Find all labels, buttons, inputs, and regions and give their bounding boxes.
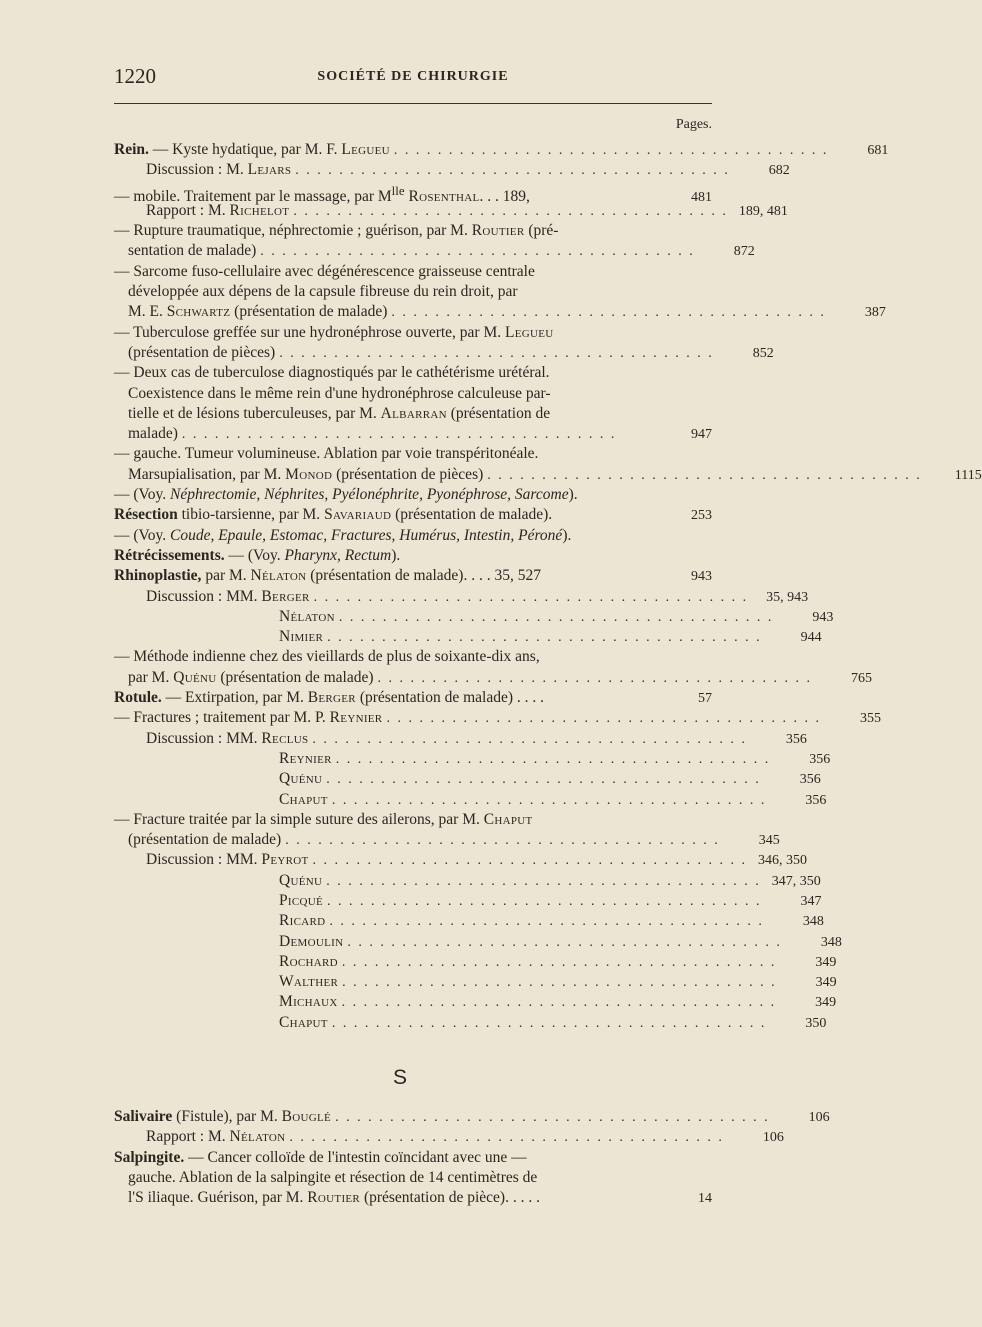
entry-text-part: — Fractures ; traitement par M. P. — [114, 709, 330, 727]
page-reference: 106 — [762, 1130, 784, 1146]
entry-text — [146, 729, 308, 749]
index-entries-s — [114, 1107, 830, 1208]
author-name: Savariaud — [324, 506, 392, 524]
header-rule — [114, 103, 712, 104]
entry-text — [128, 1168, 646, 1188]
index-entry — [114, 871, 821, 891]
entry-text-part: (présentation de malade). — [391, 506, 553, 524]
entry-text — [128, 302, 387, 322]
entry-text-part: Rein. — [114, 141, 149, 158]
dot-leader: . . . . . . . . . . . . . . . . . . . . . . . . . . . . . . . . . . . . . . . . — [313, 589, 749, 605]
entry-text-part: (présentation de malade) — [230, 303, 388, 321]
page-reference: 943 — [691, 569, 712, 585]
entry-text-part: Marsupialisation, par M. — [128, 465, 286, 483]
page-reference: 765 — [851, 670, 873, 686]
entry-text-part: M. E. — [128, 303, 167, 321]
dot-leader: . . . . . . . . . . . . . . . . . . . . . . . . . . . . . . . . . . . . . . . . — [386, 711, 821, 727]
entry-text — [279, 749, 332, 769]
index-entry — [114, 424, 712, 444]
author-name: Quénu — [279, 770, 323, 788]
entry-text-part: — Méthode indienne chez des vieillards de plus de soixante-dix ans, — [114, 648, 540, 666]
dot-leader: . . . . . . . . . . . . . . . . . . . . . . . . . . . . . . . . . . . . . . . . — [347, 934, 782, 950]
author-name: Lejars — [247, 161, 292, 179]
index-entry — [114, 1013, 827, 1033]
page-reference: 106 — [808, 1110, 830, 1125]
author-name: Chaput — [279, 790, 328, 808]
page-reference: 347 — [800, 893, 822, 909]
entry-text — [128, 282, 646, 302]
dot-leader: . . . . . . . . . . . . . . . . . . . . . . . . . . . . . . . . . . . . . . . . — [326, 873, 761, 889]
entry-text — [114, 444, 646, 464]
page-reference: 189, 481 — [738, 203, 788, 219]
index-entry — [114, 850, 807, 870]
entry-text — [146, 1127, 285, 1147]
index-entry — [114, 404, 712, 424]
entry-text — [128, 668, 374, 688]
entry-text — [114, 546, 646, 566]
author-name: Reclus — [261, 729, 309, 747]
author-name: Schwartz — [166, 303, 231, 321]
page-number: 1220 — [114, 64, 156, 88]
page-reference: 347, 350 — [771, 873, 821, 889]
entry-text — [114, 708, 382, 728]
author-name: Routier — [471, 222, 525, 240]
entry-text-part: développée aux dépens de la capsule fibreuse du rein droit, par — [128, 283, 518, 301]
entry-text — [279, 607, 335, 627]
index-entry — [114, 708, 881, 728]
entry-text-part: — Sarcome fuso-cellulaire avec dégénérescence graisseuse centrale — [114, 262, 535, 280]
dot-leader: . . . . . . . . . . . . . . . . . . . . . . . . . . . . . . . . . . . . . . . . — [289, 1130, 724, 1146]
author-name: Rosenthal — [408, 187, 480, 205]
page-reference: 872 — [733, 244, 755, 260]
entry-text — [146, 850, 309, 870]
author-name: Legueu — [505, 323, 554, 341]
entry-text-part: tielle et de lésions tuberculeuses, par M. — [128, 404, 381, 422]
author-name: Quénu — [173, 668, 217, 686]
page-reference: 356 — [785, 731, 807, 747]
index-entry — [114, 790, 827, 810]
index-entry — [114, 587, 809, 607]
entry-text — [114, 810, 646, 830]
author-name: Nimier — [279, 628, 324, 646]
entry-text-part: Salivaire — [114, 1108, 173, 1125]
dot-leader: . . . . . . . . . . . . . . . . . . . . . . . . . . . . . . . . . . . . . . . . — [285, 833, 720, 849]
page-reference: 355 — [859, 711, 881, 727]
entry-text — [279, 972, 338, 992]
entry-text-part: Salpingite. — [114, 1148, 185, 1166]
entry-text-part: — (Voy. — [114, 486, 170, 504]
index-entry — [114, 1148, 712, 1168]
dot-leader: . . . . . . . . . . . . . . . . . . . . . . . . . . . . . . . . . . . . . . . . — [293, 203, 728, 219]
index-entry — [114, 140, 889, 160]
dot-leader: . . . . . . . . . . . . . . . . . . . . . . . . . . . . . . . . . . . . . . . . — [279, 345, 714, 361]
entry-text-part: (présentation de pièces) — [128, 343, 276, 361]
dot-leader: . . . . . . . . . . . . . . . . . . . . . . . . . . . . . . . . . . . . . . . . — [487, 467, 922, 483]
page-reference: 57 — [698, 691, 712, 707]
entry-text-part: (présentation de — [446, 404, 551, 422]
dot-leader: . . . . . . . . . . . . . . . . . . . . . . . . . . . . . . . . . . . . . . . . — [329, 914, 764, 930]
dot-leader: . . . . . . . . . . . . . . . . . . . . . . . . . . . . . . . . . . . . . . . . — [260, 244, 695, 260]
entry-text-part: — Cancer colloïde de l'intestin coïncidant avec une — — [184, 1148, 527, 1166]
index-entry — [114, 444, 712, 464]
entry-text-part: (présentation de pièces) — [332, 465, 484, 483]
author-name: Reynier — [279, 749, 332, 767]
author-name: Nélaton — [279, 607, 335, 625]
author-name: Routier — [307, 1189, 361, 1207]
entry-text-part: (présentation de malade) — [128, 831, 282, 849]
dot-leader: . . . . . . . . . . . . . . . . . . . . . . . . . . . . . . . . . . . . . . . . — [393, 143, 829, 158]
index-entry — [114, 160, 790, 180]
index-entry — [114, 1107, 830, 1127]
entry-text-part: — gauche. Tumeur volumineuse. Ablation par voie transpéritonéale. — [114, 445, 539, 463]
entry-text — [279, 1013, 328, 1033]
entry-text-part: lle — [391, 182, 405, 198]
dot-leader: . . . . . . . . . . . . . . . . . . . . . . . . . . . . . . . . . . . . . . . . — [331, 792, 767, 808]
entry-text-part: gauche. Ablation de la salpingite et résection de 14 centimètres de — [128, 1168, 538, 1186]
dot-leader: . . . . . . . . . . . . . . . . . . . . . . . . . . . . . . . . . . . . . . . . — [342, 975, 777, 991]
page-reference: 356 — [805, 792, 827, 808]
section-letter: S — [392, 1066, 407, 1089]
entry-text-part: l'S iliaque. Guérison, par M. — [128, 1189, 308, 1207]
index-entry — [114, 262, 712, 282]
index-entry — [114, 992, 837, 1012]
entry-text-part: . . . 189, — [479, 187, 530, 205]
index-entry — [114, 181, 712, 205]
entry-text — [279, 790, 328, 810]
index-entry — [114, 302, 886, 322]
entry-text-part: — Kyste hydatique, par M. F. — [148, 141, 342, 158]
entry-text-part: Néphrectomie, Néphrites, Pyélonéphrite, Pyonéphrose, Sarcome — [169, 486, 569, 504]
entry-text-part: — mobile. Traitement par le massage, par M — [114, 187, 392, 205]
entry-text — [128, 241, 256, 261]
index-entry — [114, 323, 712, 343]
index-entry — [114, 465, 982, 485]
entry-text-part: sentation de malade) — [128, 242, 257, 260]
entry-text — [146, 160, 291, 180]
author-name: Monod — [285, 465, 333, 483]
entry-text-part: ). — [562, 526, 572, 544]
page-reference: 253 — [691, 508, 712, 524]
dot-leader: . . . . . . . . . . . . . . . . . . . . . . . . . . . . . . . . . . . . . . . . — [341, 954, 777, 970]
dot-leader: . . . . . . . . . . . . . . . . . . . . . . . . . . . . . . . . . . . . . . . . — [335, 751, 771, 767]
entry-text-part: Discussion : MM. — [146, 587, 262, 605]
entry-text-part: Discussion : MM. — [146, 851, 262, 869]
entry-text-part: Pharynx, Rectum — [284, 546, 392, 564]
index-entry — [114, 1188, 712, 1208]
index-entry — [114, 1127, 784, 1147]
entry-text-part: tibio-tarsienne, par M. — [177, 506, 325, 524]
dot-leader: . . . . . . . . . . . . . . . . . . . . . . . . . . . . . . . . . . . . . . . . — [327, 893, 762, 909]
page-reference: 681 — [867, 143, 889, 158]
entry-text-part: (présentation de pièce). . . . . — [360, 1189, 540, 1207]
entry-text-part: (présentation de malade). . . . 35, 527 — [306, 567, 541, 585]
author-name: Peyrot — [261, 851, 309, 869]
entry-text — [114, 1107, 331, 1127]
index-entry — [114, 343, 774, 363]
entry-text — [279, 769, 322, 789]
index-entries-r — [114, 140, 982, 1033]
dot-leader: . . . . . . . . . . . . . . . . . . . . . . . . . . . . . . . . . . . . . . . . — [181, 427, 617, 443]
page-reference: 349 — [815, 954, 837, 970]
entry-text-part: (pré- — [524, 222, 559, 240]
entry-text — [128, 424, 178, 444]
entry-text-part: malade) — [128, 425, 178, 443]
index-entry — [114, 221, 712, 241]
entry-text-part: Rapport : M. — [146, 201, 230, 219]
index-entry — [114, 749, 831, 769]
entry-text — [114, 323, 646, 343]
author-name: Legueu — [341, 141, 390, 158]
author-name: Reynier — [329, 709, 383, 727]
page-header — [114, 64, 712, 92]
entry-text — [146, 587, 310, 607]
dot-leader: . . . . . . . . . . . . . . . . . . . . . . . . . . . . . . . . . . . . . . . . — [341, 995, 777, 1011]
page-reference: 14 — [698, 1191, 712, 1207]
index-entry — [114, 201, 788, 221]
index-entry — [114, 668, 873, 688]
index-entry — [114, 282, 712, 302]
entry-text-part: Rotule. — [114, 689, 162, 707]
entry-text-part: — Deux cas de tuberculose diagnostiqués par le cathétérisme urétéral. — [114, 364, 550, 382]
entry-text-part: (Fistule), par M. — [172, 1108, 282, 1125]
entry-text — [279, 911, 325, 931]
index-entry — [114, 647, 712, 667]
author-name: Picqué — [279, 891, 324, 909]
entry-text — [114, 647, 646, 667]
author-name: Rochard — [279, 952, 338, 970]
entry-text — [279, 871, 322, 891]
entry-text-part: Discussion : M. — [146, 161, 248, 179]
author-name: Richelot — [229, 201, 290, 219]
entry-text — [114, 262, 646, 282]
entry-text — [114, 688, 646, 708]
page-reference: 944 — [800, 630, 822, 646]
entry-text-part: Discussion : MM. — [146, 729, 262, 747]
entry-text — [279, 992, 338, 1012]
page-reference: 943 — [812, 609, 834, 625]
index-entry — [114, 505, 712, 525]
page-reference: 947 — [691, 427, 712, 443]
dot-leader: . . . . . . . . . . . . . . . . . . . . . . . . . . . . . . . . . . . . . . . . — [312, 731, 747, 747]
author-name: Walther — [279, 973, 339, 991]
index-entry — [114, 1168, 712, 1188]
index-entry — [114, 627, 822, 647]
index-entry — [114, 932, 842, 952]
index-entry — [114, 891, 822, 911]
entry-text-part: (présentation de malade) . . . . — [355, 689, 545, 707]
index-entry — [114, 241, 755, 261]
dot-leader: . . . . . . . . . . . . . . . . . . . . . . . . . . . . . . . . . . . . . . . . — [327, 630, 762, 646]
entry-text — [128, 343, 275, 363]
index-entry — [114, 485, 712, 505]
entry-text — [114, 363, 646, 383]
page-reference: 852 — [752, 345, 774, 361]
author-name: Chaput — [279, 1013, 328, 1031]
dot-leader: . . . . . . . . . . . . . . . . . . . . . . . . . . . . . . . . . . . . . . . . — [377, 670, 813, 686]
index-entry — [114, 972, 837, 992]
page-reference: 356 — [799, 772, 821, 788]
entry-text-part: — Tuberculose greffée sur une hydronéphrose ouverte, par M. — [114, 323, 505, 341]
author-name: Berger — [307, 689, 356, 707]
author-name: Nélaton — [250, 567, 307, 585]
entry-text — [279, 627, 323, 647]
entry-text — [114, 140, 390, 160]
author-name: Nélaton — [229, 1128, 286, 1146]
entry-text-part: Rétrécissements. — [114, 546, 225, 564]
entry-text — [128, 465, 483, 485]
entry-text — [279, 891, 323, 911]
author-name: Albarran — [380, 404, 447, 422]
index-entry — [114, 810, 712, 830]
page-reference: 35, 943 — [766, 589, 809, 605]
index-entry — [114, 363, 712, 383]
index-entry — [114, 546, 712, 566]
index-entry — [114, 526, 712, 546]
entry-text — [279, 952, 338, 972]
page-reference: 345 — [758, 833, 780, 849]
author-name: Michaux — [279, 993, 338, 1011]
index-entry — [114, 830, 780, 850]
entry-text — [128, 830, 281, 850]
author-name: Demoulin — [279, 932, 344, 950]
dot-leader: . . . . . . . . . . . . . . . . . . . . . . . . . . . . . . . . . . . . . . . . — [312, 853, 747, 869]
page-reference: 346, 350 — [758, 853, 807, 869]
entry-text — [128, 404, 646, 424]
author-name: Bouglé — [281, 1108, 332, 1125]
entry-text-part: (présentation de malade) — [216, 668, 374, 686]
page-reference: 682 — [768, 163, 790, 179]
entry-text — [114, 485, 646, 505]
entry-text-part: — (Voy. — [114, 526, 170, 544]
entry-text-part: par M. — [128, 668, 174, 686]
entry-text-part: Résection — [114, 506, 178, 524]
index-entry — [114, 688, 712, 708]
entry-text — [128, 384, 646, 404]
page-reference: 481 — [691, 189, 712, 205]
page-reference: 348 — [802, 914, 824, 930]
dot-leader: . . . . . . . . . . . . . . . . . . . . . . . . . . . . . . . . . . . . . . . . — [326, 772, 761, 788]
entry-text — [114, 526, 646, 546]
dot-leader: . . . . . . . . . . . . . . . . . . . . . . . . . . . . . . . . . . . . . . . . — [338, 609, 774, 625]
page-reference: 1115 — [954, 467, 982, 483]
index-entry — [114, 952, 837, 972]
pages-column-label: Pages. — [675, 117, 712, 132]
page-reference: 349 — [815, 995, 837, 1011]
dot-leader: . . . . . . . . . . . . . . . . . . . . . . . . . . . . . . . . . . . . . . . . — [335, 1110, 770, 1125]
entry-text-part: par M. — [201, 567, 251, 585]
entry-text-part: — Fracture traitée par la simple suture des ailerons, par M. — [114, 810, 484, 828]
index-entry — [114, 911, 824, 931]
author-name: Chaput — [483, 810, 533, 828]
index-entry — [114, 384, 712, 404]
index-entry — [114, 769, 821, 789]
entry-text-part: — Rupture traumatique, néphrectomie ; guérison, par M. — [114, 222, 472, 240]
entry-text — [114, 566, 646, 586]
dot-leader: . . . . . . . . . . . . . . . . . . . . . . . . . . . . . . . . . . . . . . . . — [295, 163, 730, 179]
author-name: Quénu — [279, 871, 323, 889]
entry-text-part: Rhinoplastie, — [114, 567, 202, 585]
page-reference: 349 — [815, 975, 837, 991]
entry-text — [279, 932, 343, 952]
entry-text-part: — Extirpation, par M. — [161, 689, 308, 707]
entry-text-part: Coexistence dans le même rein d'une hydronéphrose calculeuse par- — [128, 384, 551, 402]
entry-text-part: Coude, Epaule, Estomac, Fractures, Humérus, Intestin, Péroné — [169, 526, 563, 544]
page-reference: 387 — [864, 305, 886, 321]
running-title: SOCIÉTÉ DE CHIRURGIE — [317, 69, 509, 84]
entry-text — [114, 505, 646, 525]
entry-text — [146, 201, 289, 221]
entry-text-part: ). — [391, 546, 401, 564]
page-reference: 348 — [820, 934, 842, 950]
author-name: Ricard — [279, 912, 326, 930]
page-reference: 350 — [805, 1015, 827, 1031]
dot-leader: . . . . . . . . . . . . . . . . . . . . . . . . . . . . . . . . . . . . . . . . — [391, 305, 826, 321]
dot-leader: . . . . . . . . . . . . . . . . . . . . . . . . . . . . . . . . . . . . . . . . — [331, 1015, 767, 1031]
entry-text — [114, 1148, 646, 1168]
entry-text-part: — (Voy. — [224, 546, 285, 564]
entry-text-part: Rapport : M. — [146, 1128, 230, 1146]
index-entry — [114, 607, 834, 627]
entry-text-part: ). — [568, 486, 578, 504]
entry-text — [114, 221, 646, 241]
index-entry — [114, 729, 807, 749]
author-name: Berger — [261, 587, 310, 605]
index-entry — [114, 566, 712, 586]
page-reference: 356 — [809, 751, 831, 767]
entry-text — [128, 1188, 646, 1208]
